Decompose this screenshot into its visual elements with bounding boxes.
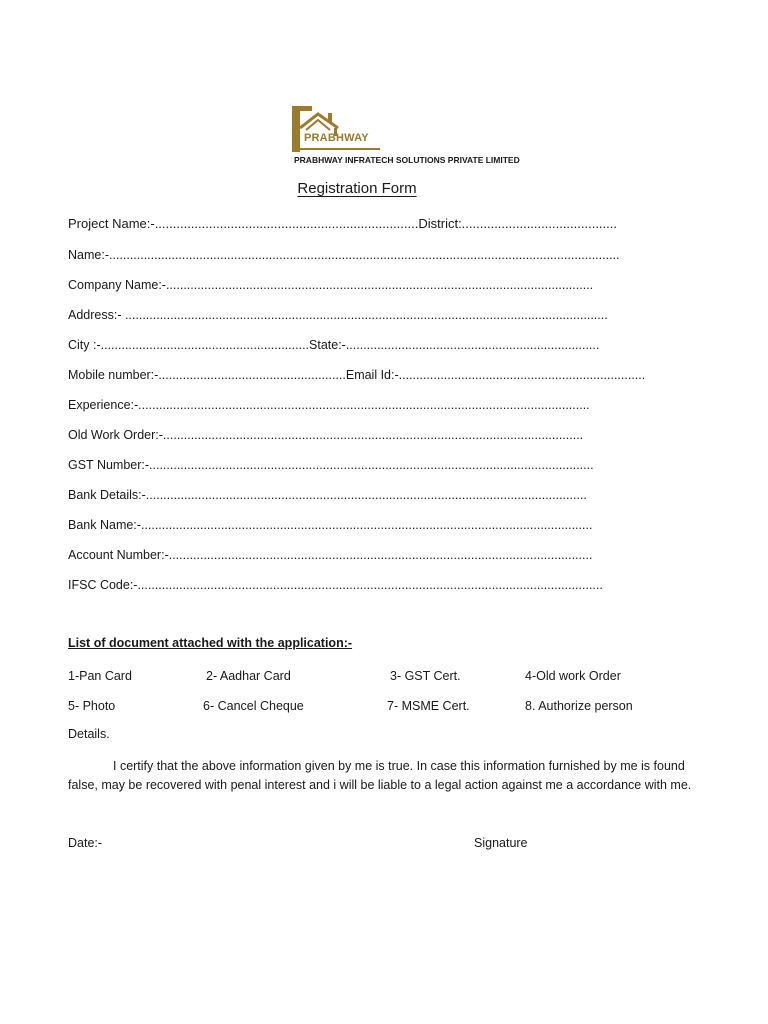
company-name-field[interactable]: Company Name:-...........................................................................................................................: [68, 278, 594, 292]
doc-item-aadhar-card: 2- Aadhar Card: [206, 669, 291, 683]
logo-brand-word: PRABHWAY: [304, 132, 369, 144]
documents-heading: List of document attached with the application:-: [68, 636, 353, 650]
signature-label: Signature: [474, 836, 528, 850]
city-state-field[interactable]: City :-............................................................State:-.........................................................................: [68, 338, 600, 352]
mobile-email-field[interactable]: Mobile number:-......................................................Email Id:-.......................................................................: [68, 368, 646, 382]
doc-item-old-work-order: 4-Old work Order: [525, 669, 621, 683]
ifsc-code-field[interactable]: IFSC Code:-......................................................................................................................................: [68, 578, 603, 592]
doc-item-cancel-cheque: 6- Cancel Cheque: [203, 699, 304, 713]
doc-item-photo: 5- Photo: [68, 699, 116, 713]
certification-text: I certify that the above information given by me is true. In case this information furnished by me is found false, may be recovered with penal interest and i will be liable to a legal action against me a accordance with me.: [68, 759, 692, 792]
project-district-field[interactable]: Project Name:-.........................................................................District:...........................................: [68, 216, 617, 231]
experience-field[interactable]: Experience:-..................................................................................................................................: [68, 398, 590, 412]
company-name: PRABHWAY INFRATECH SOLUTIONS PRIVATE LIMITED: [294, 155, 520, 165]
account-number-field[interactable]: Account Number:-..........................................................................................................................: [68, 548, 593, 562]
details-label: Details.: [68, 727, 110, 741]
doc-item-pan-card: 1-Pan Card: [68, 669, 132, 683]
doc-item-authorize-person: 8. Authorize person: [525, 699, 633, 713]
form-title: Registration Form: [297, 180, 417, 197]
bank-details-field[interactable]: Bank Details:-...............................................................................................................................: [68, 488, 587, 502]
date-label: Date:-: [68, 836, 103, 850]
doc-item-gst-cert: 3- GST Cert.: [390, 669, 461, 683]
doc-item-msme-cert: 7- MSME Cert.: [387, 699, 470, 713]
name-field[interactable]: Name:-...................................................................................................................................................: [68, 248, 620, 262]
address-field[interactable]: Address:- ...........................................................................................................................................: [68, 308, 608, 322]
company-logo: [290, 104, 530, 170]
bank-name-field[interactable]: Bank Name:-..................................................................................................................................: [68, 518, 593, 532]
old-work-order-field[interactable]: Old Work Order:-.........................................................................................................................: [68, 428, 584, 442]
house-logo-icon: [290, 104, 390, 156]
gst-number-field[interactable]: GST Number:-................................................................................................................................: [68, 458, 594, 472]
